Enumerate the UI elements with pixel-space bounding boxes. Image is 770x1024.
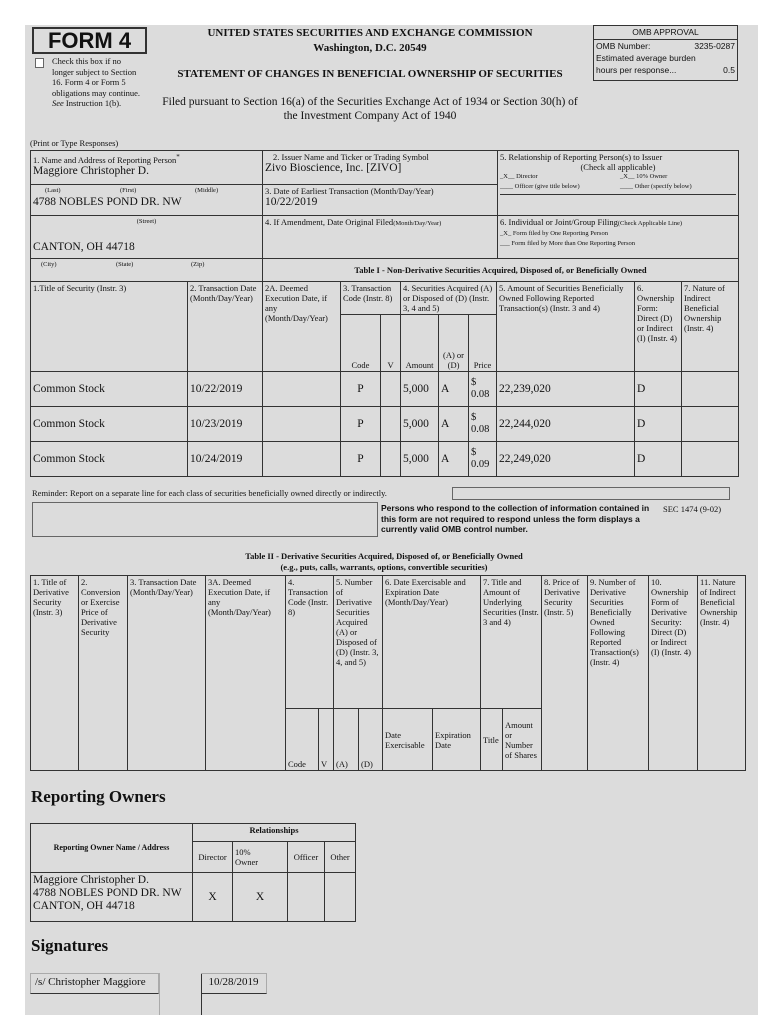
box4 — [263, 216, 498, 259]
t2-header-11: 11. Nature of Indirect Beneficial Ownership (Instr. 4) — [698, 576, 746, 771]
cell-price: $ 0.09 — [469, 442, 497, 477]
cell-amount: 5,000 — [401, 442, 439, 477]
owner-other — [325, 873, 356, 922]
box2 — [263, 151, 498, 185]
signature-date: 10/28/2019 — [201, 973, 267, 994]
t1-header-date: 2. Transaction Date (Month/Day/Year) — [188, 282, 263, 372]
more-persons-check[interactable]: ___ Form filed by More than One Reporting Person — [500, 240, 636, 247]
cell-form: D — [635, 442, 682, 477]
owner-ten-pct: X — [233, 873, 288, 922]
owner-name-header: Reporting Owner Name / Address — [31, 824, 193, 873]
owner-name: Maggiore Christopher D. — [33, 874, 149, 886]
t2-header-4: 4. Transaction Code (Instr. 8) — [286, 576, 334, 709]
cell-amount: 5,000 — [401, 372, 439, 407]
reporter-name: Maggiore Christopher D. — [33, 164, 149, 177]
cell-deemed — [263, 407, 341, 442]
relationships-header: Relationships — [193, 824, 356, 842]
cell-v — [381, 442, 401, 477]
omb-number: 3235-0287 — [694, 41, 735, 51]
cell-deemed — [263, 442, 341, 477]
t1-sub-price: Price — [469, 315, 497, 372]
state-label: (State) — [116, 261, 134, 268]
checkbox-label — [52, 56, 142, 109]
street-value: 4788 NOBLES POND DR. NW — [33, 196, 182, 208]
t2-header-2: 2. Conversion or Exercise Price of Derivative Security — [79, 576, 128, 771]
t1-sub-amount: Amount — [401, 315, 439, 372]
officer-check[interactable]: ____ Officer (give title below) — [500, 183, 580, 190]
form-title: FORM 4 — [32, 27, 147, 54]
checkbox-text: Check this box if no longer subject to Section 16. Form 4 or Form 5 obligations may continue. — [52, 56, 141, 98]
zip-label: (Zip) — [191, 261, 205, 268]
t2-sub-date-exercisable: Date Exercisable — [383, 709, 433, 771]
cell-code: P — [341, 372, 381, 407]
cell-nature — [682, 407, 739, 442]
t2-sub-amount: Amount or Number of Shares — [503, 709, 542, 771]
signature-divider — [159, 973, 160, 1015]
cell-ad: A — [439, 372, 469, 407]
cell-ad: A — [439, 442, 469, 477]
hours-value: 0.5 — [723, 65, 735, 75]
t2-header-8: 8. Price of Derivative Security (Instr. 5) — [542, 576, 588, 771]
ten-pct-check[interactable]: _X__ 10% Owner — [620, 173, 668, 180]
table1-title: Table I - Non-Derivative Securities Acquired, Disposed of, or Beneficially Owned — [263, 259, 739, 282]
sec-form-number: SEC 1474 (9-02) — [663, 504, 722, 514]
t1-sub-code: Code — [341, 315, 381, 372]
t2-header-7: 7. Title and Amount of Underlying Securities (Instr. 3 and 4) — [481, 576, 542, 709]
t2-header-9: 9. Number of Derivative Securities Beneficially Owned Following Reported Transaction(s) (Instr. 4) — [588, 576, 649, 771]
officer-header: Officer — [288, 842, 325, 873]
table2-subtitle: (e.g., puts, calls, warrants, options, convertible securities) — [280, 562, 488, 572]
other-header: Other — [325, 842, 356, 873]
owner-info — [31, 873, 193, 922]
cell-price: $ 0.08 — [469, 372, 497, 407]
box3-label: 3. Date of Earliest Transaction (Month/Day/Year) — [265, 186, 434, 196]
t1-header-form: 6. Ownership Form: Direct (D) or Indirect (I) (Instr. 4) — [635, 282, 682, 372]
reporting-owners-heading: Reporting Owners — [31, 787, 166, 806]
t2-header-3a: 3A. Deemed Execution Date, if any (Month/Day/Year) — [206, 576, 286, 771]
cell-nature — [682, 442, 739, 477]
city-label: (City) — [41, 261, 57, 268]
box1-label: 1. Name and Address of Reporting Person — [33, 154, 177, 165]
cell-title: Common Stock — [31, 372, 188, 407]
see-text: See — [52, 98, 64, 109]
cell-code: P — [341, 407, 381, 442]
reporting-owners-table — [30, 823, 356, 922]
t2-sub-v: V — [319, 709, 334, 771]
table-row — [31, 407, 739, 442]
reminder-text: Reminder: Report on a separate line for each class of securities beneficially owned directly or indirectly. — [32, 488, 387, 498]
cell-title: Common Stock — [31, 442, 188, 477]
street-label: (Street) — [136, 218, 157, 225]
t1-header-owned: 5. Amount of Securities Beneficially Owned Following Reported Transaction(s) (Instr. 3 and 4) — [497, 282, 635, 372]
cell-v — [381, 372, 401, 407]
box4-small: (Month/Day/Year) — [393, 220, 442, 227]
box5-label: 5. Relationship of Reporting Person(s) to Issuer — [500, 152, 663, 162]
t2-header-6: 6. Date Exercisable and Expiration Date (Month/Day/Year) — [383, 576, 481, 709]
box4-label: 4. If Amendment, Date Original Filed — [265, 217, 394, 227]
t2-header-1: 1. Title of Derivative Security (Instr. 3) — [31, 576, 79, 771]
no-longer-subject-checkbox[interactable] — [35, 58, 44, 68]
box5-sub: (Check all applicable) — [580, 162, 656, 172]
box6-small: (Check Applicable Line) — [617, 220, 683, 227]
cell-nature — [682, 372, 739, 407]
city-value: CANTON, OH 44718 — [33, 241, 135, 253]
cell-owned: 22,249,020 — [497, 442, 635, 477]
t2-header-10: 10. Ownership Form of Derivative Security: Direct (D) or Indirect (I) (Instr. 4) — [649, 576, 698, 771]
t2-sub-a: (A) — [334, 709, 359, 771]
box1-footnote: * — [176, 153, 180, 161]
signatures-heading: Signatures — [31, 936, 109, 955]
t1-header-nature: 7. Nature of Indirect Beneficial Ownership (Instr. 4) — [682, 282, 739, 372]
owner-street: 4788 NOBLES POND DR. NW — [33, 887, 182, 899]
t2-sub-code: Code — [286, 709, 319, 771]
print-type-note: (Print or Type Responses) — [30, 138, 119, 148]
one-person-check[interactable]: _X_ Form filed by One Reporting Person — [500, 230, 608, 237]
box1-address — [31, 185, 263, 216]
issuer-name: Zivo Bioscience, Inc. [ZIVO] — [265, 162, 402, 174]
table2-title: Table II - Derivative Securities Acquired, Disposed of, or Beneficially Owned — [245, 551, 523, 561]
cell-date: 10/24/2019 — [188, 442, 263, 477]
agency-city: Washington, D.C. 20549 — [313, 42, 427, 54]
cell-v — [381, 407, 401, 442]
city-state-zip-labels — [31, 259, 263, 282]
t1-header-acquired: 4. Securities Acquired (A) or Disposed of (D) (Instr. 3, 4 and 5) — [401, 282, 497, 315]
instruction-text: Instruction 1(b). — [65, 98, 122, 109]
first-label: (First) — [120, 187, 137, 194]
persons-notice: Persons who respond to the collection of information contained in this form are not required to respond unless the form displays a currently valid OMB control number. — [381, 503, 650, 534]
box1 — [31, 151, 263, 185]
t2-sub-expiration: Expiration Date — [433, 709, 481, 771]
cell-owned: 22,244,020 — [497, 407, 635, 442]
agency-name: UNITED STATES SECURITIES AND EXCHANGE COMMISSION — [207, 27, 533, 39]
owner-city: CANTON, OH 44718 — [33, 900, 135, 912]
other-check[interactable]: ____ Other (specify below) — [620, 183, 692, 190]
t2-sub-d: (D) — [359, 709, 383, 771]
t1-sub-ad: (A) or (D) — [439, 315, 469, 372]
cell-form: D — [635, 372, 682, 407]
table2-derivative — [30, 575, 746, 771]
ten-pct-header: 10% Owner — [233, 842, 288, 873]
statement-title: STATEMENT OF CHANGES IN BENEFICIAL OWNERSHIP OF SECURITIES — [177, 68, 563, 80]
box6 — [498, 216, 739, 259]
cell-owned: 22,239,020 — [497, 372, 635, 407]
table-row — [31, 372, 739, 407]
t1-sub-v: V — [381, 315, 401, 372]
reporting-person-table — [30, 150, 739, 282]
reminder-box — [452, 487, 730, 500]
box1-city — [31, 216, 263, 259]
cell-form: D — [635, 407, 682, 442]
t1-header-title: 1.Title of Security (Instr. 3) — [31, 282, 188, 372]
hours-label: hours per response... — [596, 65, 677, 75]
owner-director: X — [193, 873, 233, 922]
owner-row — [31, 873, 356, 922]
burden-label: Estimated average burden — [596, 53, 696, 63]
director-check[interactable]: _X__ Director — [500, 173, 538, 180]
cell-amount: 5,000 — [401, 407, 439, 442]
owner-officer — [288, 873, 325, 922]
filed-line-2: the Investment Company Act of 1940 — [283, 110, 457, 122]
box2-label: 2. Issuer Name and Ticker or Trading Symbol — [273, 152, 429, 162]
table1-non-derivative — [30, 281, 739, 477]
omb-number-label: OMB Number: — [596, 41, 651, 51]
omb-title: OMB APPROVAL — [594, 26, 737, 40]
middle-label: (Middle) — [195, 187, 219, 194]
t1-header-code: 3. Transaction Code (Instr. 8) — [341, 282, 401, 315]
omb-approval-box — [593, 25, 738, 81]
cell-date: 10/23/2019 — [188, 407, 263, 442]
earliest-date: 10/22/2019 — [265, 196, 318, 208]
t1-header-deemed: 2A. Deemed Execution Date, if any (Month/Day/Year) — [263, 282, 341, 372]
box3 — [263, 185, 498, 216]
signature-name: /s/ Christopher Maggiore — [30, 973, 159, 994]
t2-header-3: 3. Transaction Date (Month/Day/Year) — [128, 576, 206, 771]
box6-label: 6. Individual or Joint/Group Filing — [500, 217, 618, 227]
filed-line-1: Filed pursuant to Section 16(a) of the Securities Exchange Act of 1934 or Section 30(h) of — [162, 96, 578, 108]
footnote-box — [32, 502, 378, 537]
director-header: Director — [193, 842, 233, 873]
table-row — [31, 442, 739, 477]
cell-price: $ 0.08 — [469, 407, 497, 442]
cell-ad: A — [439, 407, 469, 442]
t2-sub-title: Title — [481, 709, 503, 771]
cell-code: P — [341, 442, 381, 477]
cell-deemed — [263, 372, 341, 407]
cell-title: Common Stock — [31, 407, 188, 442]
box5 — [498, 151, 739, 216]
last-label: (Last) — [45, 187, 61, 194]
t2-header-5: 5. Number of Derivative Securities Acquired (A) or Disposed of (D) (Instr. 3, 4, and 5) — [334, 576, 383, 709]
cell-date: 10/22/2019 — [188, 372, 263, 407]
